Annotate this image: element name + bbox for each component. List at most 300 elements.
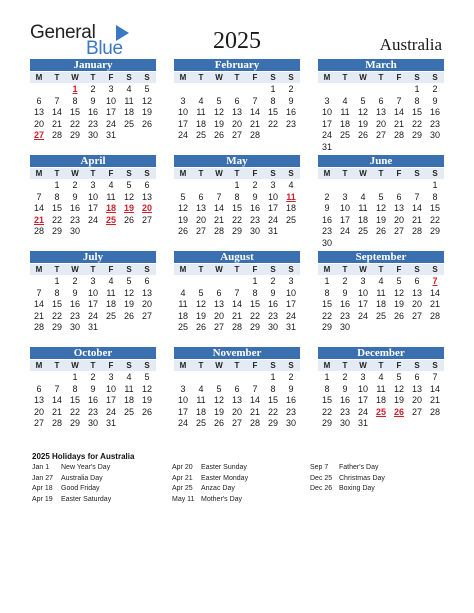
day-cell: 3 (180, 383, 186, 394)
weekday-label: M (323, 265, 331, 274)
day-cell: 14 (429, 287, 440, 298)
day-cell: 10 (177, 395, 188, 405)
day-cell: 14 (411, 203, 422, 213)
day-cell: 3 (108, 372, 114, 382)
day-cell: 12 (393, 383, 404, 394)
holiday-date: Apr 18 (32, 485, 53, 492)
weekday-label: T (54, 361, 60, 370)
weekday-header-row (30, 264, 156, 275)
day-cell: 3 (90, 180, 96, 190)
day-grid (174, 276, 300, 334)
day-cell: 19 (357, 118, 368, 129)
empty-day-cell (30, 180, 48, 192)
weekday-header-row (30, 72, 156, 83)
day-cell: 13 (33, 107, 44, 117)
day-cell: 23 (267, 310, 278, 321)
day-cell: 17 (105, 107, 116, 117)
day-cell: 30 (339, 418, 350, 428)
day-cell: 29 (321, 322, 332, 332)
day-cell: 6 (396, 191, 402, 202)
month-title: February (174, 59, 300, 71)
day-cell: 8 (72, 95, 78, 106)
day-cell: 16 (429, 107, 440, 117)
weekday-label: S (432, 73, 438, 82)
month-august (174, 251, 300, 334)
day-cell: 18 (195, 406, 206, 417)
weekday-header-row (318, 264, 444, 275)
day-cell: 11 (376, 383, 386, 394)
day-cell: 4 (198, 383, 204, 394)
day-cell: 29 (231, 226, 242, 236)
day-cell: 25 (339, 130, 350, 140)
day-cell: 14 (51, 395, 62, 405)
month-title: March (318, 59, 444, 71)
empty-day-cell (372, 84, 390, 96)
holiday-entry (310, 484, 385, 495)
empty-day-cell (210, 372, 228, 384)
day-cell: 17 (357, 395, 368, 405)
weekday-label: W (215, 169, 223, 178)
day-cell: 25 (177, 322, 188, 332)
holiday-name: Boxing Day (339, 485, 375, 492)
day-grid (318, 372, 444, 430)
day-cell: 23 (321, 226, 332, 236)
holiday-name: Mother's Day (201, 495, 243, 503)
empty-day-cell (192, 84, 210, 96)
day-cell: 15 (69, 107, 80, 117)
day-cell: 1 (234, 180, 240, 190)
day-cell: 20 (195, 214, 206, 225)
day-cell: 12 (195, 299, 206, 309)
day-cell: 18 (375, 395, 386, 405)
day-cell: 4 (288, 180, 294, 190)
weekday-label: T (54, 265, 60, 274)
weekday-label: F (108, 169, 114, 178)
weekday-label: M (35, 73, 43, 82)
day-cell: 2 (324, 191, 330, 202)
weekday-label: W (359, 169, 367, 178)
day-cell: 5 (198, 287, 204, 298)
day-cell: 2 (342, 372, 348, 382)
weekday-label: T (342, 169, 348, 178)
day-cell: 23 (69, 214, 80, 225)
holiday-name: Father's Day (339, 464, 379, 471)
empty-day-cell (228, 84, 246, 96)
day-cell: 22 (267, 118, 278, 129)
day-grid (30, 180, 156, 238)
day-cell: 4 (198, 95, 204, 106)
holiday-entry (32, 484, 111, 495)
weekday-label: S (126, 265, 132, 274)
day-cell: 3 (180, 95, 186, 106)
day-cell: 13 (393, 203, 404, 213)
day-cell: 2 (288, 84, 294, 94)
empty-day-cell (30, 372, 48, 384)
empty-day-cell (174, 180, 192, 192)
weekday-label: W (71, 361, 79, 370)
day-cell: 29 (429, 226, 440, 236)
holiday-name: Easter Saturday (61, 495, 112, 503)
day-cell: 6 (234, 383, 240, 394)
holiday-date: Apr 25 (172, 485, 193, 492)
day-cell: 27 (195, 226, 206, 236)
day-cell: 30 (267, 322, 278, 332)
day-cell: 11 (124, 383, 134, 394)
holiday-entry (32, 463, 111, 474)
day-cell: 13 (411, 287, 422, 298)
day-cell: 21 (249, 406, 260, 417)
weekday-label: S (270, 73, 276, 82)
day-cell: 2 (288, 372, 294, 382)
weekday-label: S (414, 169, 420, 178)
day-cell: 21 (411, 214, 422, 225)
day-cell: 6 (36, 95, 42, 106)
day-cell: 4 (108, 276, 114, 286)
empty-day-cell (246, 84, 264, 96)
day-cell: 31 (357, 418, 368, 428)
holidays-column (172, 463, 248, 505)
weekday-label: S (144, 73, 150, 82)
day-cell: 13 (375, 107, 386, 117)
holiday-day-cell: 1 (72, 84, 78, 94)
day-cell: 1 (54, 276, 60, 286)
calendar-country: Australia (379, 35, 442, 54)
weekday-label: M (35, 169, 43, 178)
empty-day-cell (354, 180, 372, 192)
weekday-label: F (108, 265, 114, 274)
day-cell: 15 (429, 203, 440, 213)
empty-day-cell (318, 84, 336, 96)
day-cell: 31 (105, 418, 116, 428)
weekday-header-row (174, 72, 300, 83)
weekday-label: S (432, 265, 438, 274)
day-cell: 28 (411, 226, 422, 236)
day-cell: 14 (51, 107, 62, 117)
holiday-date: Dec 25 (310, 474, 333, 482)
day-cell: 29 (321, 418, 332, 428)
day-cell: 7 (252, 95, 258, 106)
day-cell: 29 (249, 322, 260, 332)
day-cell: 25 (195, 418, 206, 428)
day-cell: 6 (36, 383, 42, 394)
holiday-entry (32, 495, 111, 506)
empty-day-cell (372, 180, 390, 192)
day-cell: 14 (429, 383, 440, 394)
day-cell: 11 (178, 299, 188, 309)
weekday-label: F (108, 361, 114, 370)
holiday-date: Dec 26 (310, 485, 333, 492)
day-cell: 9 (324, 203, 330, 213)
empty-day-cell (210, 276, 228, 288)
day-cell: 9 (432, 95, 438, 106)
day-cell: 11 (340, 107, 350, 117)
day-cell: 19 (393, 395, 404, 405)
day-cell: 22 (321, 310, 332, 321)
day-cell: 25 (123, 406, 134, 417)
day-cell: 18 (339, 118, 350, 129)
holiday-name: Easter Monday (201, 474, 249, 482)
day-cell: 16 (285, 395, 296, 405)
month-title: December (318, 347, 444, 359)
day-cell: 5 (180, 191, 186, 202)
day-cell: 19 (123, 299, 134, 309)
weekday-label: M (323, 169, 331, 178)
weekday-label: T (342, 361, 348, 370)
day-cell: 30 (285, 418, 296, 428)
holiday-entry (310, 463, 385, 474)
weekday-label: S (288, 361, 294, 370)
day-cell: 18 (195, 118, 206, 129)
empty-day-cell (228, 276, 246, 288)
day-cell: 17 (87, 299, 98, 309)
weekday-label: T (90, 73, 96, 82)
weekday-header-row (174, 264, 300, 275)
weekday-label: W (215, 265, 223, 274)
day-grid (174, 372, 300, 430)
empty-day-cell (192, 180, 210, 192)
weekday-label: S (144, 361, 150, 370)
day-cell: 1 (54, 180, 60, 190)
weekday-header-row (30, 168, 156, 179)
weekday-label: S (144, 265, 150, 274)
day-cell: 20 (141, 299, 152, 309)
holiday-entry (172, 463, 248, 474)
day-cell: 23 (285, 406, 296, 417)
empty-day-cell (390, 84, 408, 96)
day-cell: 13 (33, 395, 44, 405)
weekday-label: T (198, 265, 204, 274)
day-grid (318, 276, 444, 334)
empty-day-cell (30, 84, 48, 96)
day-cell: 4 (180, 287, 186, 298)
holiday-name: Australia Day (61, 474, 103, 482)
holiday-entry (32, 474, 111, 485)
weekday-label: T (54, 169, 60, 178)
day-cell: 11 (124, 95, 134, 106)
month-december (318, 347, 444, 430)
weekday-label: S (288, 265, 294, 274)
day-cell: 6 (234, 95, 240, 106)
day-grid (318, 84, 444, 153)
day-cell: 28 (249, 418, 260, 428)
weekday-label: S (414, 265, 420, 274)
day-cell: 23 (87, 406, 98, 417)
day-cell: 8 (234, 191, 240, 202)
calendar-year: 2025 (213, 28, 261, 54)
day-cell: 21 (33, 310, 44, 321)
weekday-label: T (378, 361, 384, 370)
day-cell: 26 (141, 406, 152, 417)
day-cell: 6 (414, 372, 420, 382)
day-cell: 24 (321, 130, 332, 140)
empty-day-cell (48, 84, 66, 96)
day-cell: 8 (324, 287, 330, 298)
day-cell: 17 (105, 395, 116, 405)
day-cell: 9 (72, 191, 78, 202)
weekday-label: T (90, 265, 96, 274)
day-cell: 31 (285, 322, 296, 332)
day-cell: 23 (285, 118, 296, 129)
empty-day-cell (174, 372, 192, 384)
day-cell: 14 (393, 107, 404, 117)
day-cell: 27 (393, 226, 404, 236)
day-cell: 31 (105, 130, 116, 140)
weekday-label: M (323, 73, 331, 82)
day-cell: 26 (213, 418, 224, 428)
month-title: January (30, 59, 156, 71)
day-cell: 25 (375, 310, 386, 321)
holiday-name: Good Friday (61, 485, 100, 492)
day-cell: 21 (51, 118, 62, 129)
day-cell: 22 (321, 406, 332, 417)
day-cell: 16 (87, 107, 98, 117)
day-cell: 23 (249, 214, 260, 225)
day-cell: 14 (249, 395, 260, 405)
month-title: September (318, 251, 444, 263)
day-cell: 23 (339, 406, 350, 417)
empty-day-cell (336, 180, 354, 192)
weekday-label: T (198, 73, 204, 82)
weekday-label: S (270, 361, 276, 370)
day-cell: 5 (126, 180, 132, 190)
day-cell: 28 (213, 226, 224, 236)
empty-day-cell (174, 276, 192, 288)
weekday-label: M (179, 361, 187, 370)
day-cell: 14 (33, 299, 44, 309)
day-cell: 11 (376, 287, 386, 298)
empty-day-cell (30, 276, 48, 288)
day-cell: 3 (360, 372, 366, 382)
day-cell: 10 (105, 95, 116, 106)
holiday-name: Anzac Day (201, 485, 235, 492)
holiday-date: Jan 27 (32, 474, 54, 482)
empty-day-cell (48, 372, 66, 384)
weekday-label: F (396, 265, 402, 274)
day-cell: 1 (414, 84, 420, 94)
day-cell: 5 (396, 276, 402, 286)
day-cell: 12 (375, 203, 386, 213)
day-cell: 27 (375, 130, 386, 140)
day-cell: 28 (249, 130, 260, 140)
day-cell: 6 (414, 276, 420, 286)
day-cell: 5 (144, 372, 150, 382)
day-cell: 23 (429, 118, 440, 129)
weekday-header-row (318, 360, 444, 371)
weekday-label: T (54, 73, 60, 82)
day-cell: 5 (360, 95, 366, 106)
weekday-label: S (144, 169, 150, 178)
day-cell: 16 (321, 214, 332, 225)
day-cell: 24 (285, 310, 296, 321)
day-cell: 11 (196, 395, 206, 405)
day-cell: 6 (198, 191, 204, 202)
day-cell: 17 (177, 118, 188, 129)
day-cell: 12 (393, 287, 404, 298)
day-cell: 18 (123, 107, 134, 117)
day-cell: 9 (288, 95, 294, 106)
weekday-label: S (126, 361, 132, 370)
day-cell: 15 (249, 299, 260, 309)
day-cell: 28 (51, 418, 62, 428)
day-grid (30, 276, 156, 334)
day-cell: 29 (69, 418, 80, 428)
day-cell: 29 (69, 130, 80, 140)
day-cell: 10 (177, 107, 188, 117)
day-cell: 12 (213, 107, 224, 117)
day-cell: 10 (285, 287, 296, 298)
day-cell: 9 (288, 383, 294, 394)
weekday-label: T (198, 169, 204, 178)
day-cell: 9 (90, 383, 96, 394)
holiday-name: New Year's Day (61, 464, 111, 471)
day-cell: 16 (339, 299, 350, 309)
empty-day-cell (318, 180, 336, 192)
day-cell: 8 (252, 287, 258, 298)
weekday-label: T (234, 169, 240, 178)
day-cell: 12 (123, 287, 134, 298)
weekday-label: S (414, 361, 420, 370)
weekday-label: W (215, 73, 223, 82)
weekday-header-row (174, 168, 300, 179)
day-cell: 18 (357, 214, 368, 225)
day-cell: 6 (144, 276, 150, 286)
day-cell: 20 (375, 118, 386, 129)
day-cell: 2 (252, 180, 258, 190)
day-cell: 30 (87, 130, 98, 140)
holiday-day-cell: 27 (33, 130, 44, 140)
holiday-date: May 11 (172, 495, 195, 503)
weekday-label: S (126, 169, 132, 178)
weekday-label: T (378, 169, 384, 178)
empty-day-cell (390, 180, 408, 192)
day-cell: 31 (87, 322, 98, 332)
day-cell: 24 (357, 310, 368, 321)
day-cell: 7 (54, 95, 60, 106)
day-cell: 13 (411, 383, 422, 394)
day-cell: 4 (108, 180, 114, 190)
day-cell: 8 (270, 95, 276, 106)
day-cell: 21 (429, 299, 440, 309)
day-cell: 29 (51, 226, 62, 236)
day-cell: 20 (33, 406, 44, 417)
month-title: April (30, 155, 156, 167)
day-cell: 3 (324, 95, 330, 106)
day-cell: 24 (267, 214, 278, 225)
weekday-label: F (252, 361, 258, 370)
day-cell: 2 (72, 276, 78, 286)
day-cell: 20 (231, 118, 242, 129)
weekday-header-row (174, 360, 300, 371)
day-cell: 17 (357, 299, 368, 309)
day-cell: 1 (432, 180, 438, 190)
day-cell: 1 (270, 372, 276, 382)
day-cell: 7 (252, 383, 258, 394)
holiday-day-cell: 11 (286, 191, 296, 202)
day-cell: 27 (411, 406, 422, 417)
day-cell: 30 (69, 322, 80, 332)
day-cell: 10 (339, 203, 350, 213)
day-cell: 19 (213, 406, 224, 417)
day-cell: 21 (213, 214, 224, 225)
holiday-date: Apr 19 (32, 495, 53, 503)
day-cell: 22 (69, 118, 80, 129)
day-cell: 19 (375, 214, 386, 225)
day-cell: 11 (106, 191, 116, 202)
holiday-day-cell: 7 (432, 276, 438, 286)
day-cell: 17 (177, 406, 188, 417)
day-cell: 3 (108, 84, 114, 94)
day-cell: 24 (177, 418, 188, 428)
